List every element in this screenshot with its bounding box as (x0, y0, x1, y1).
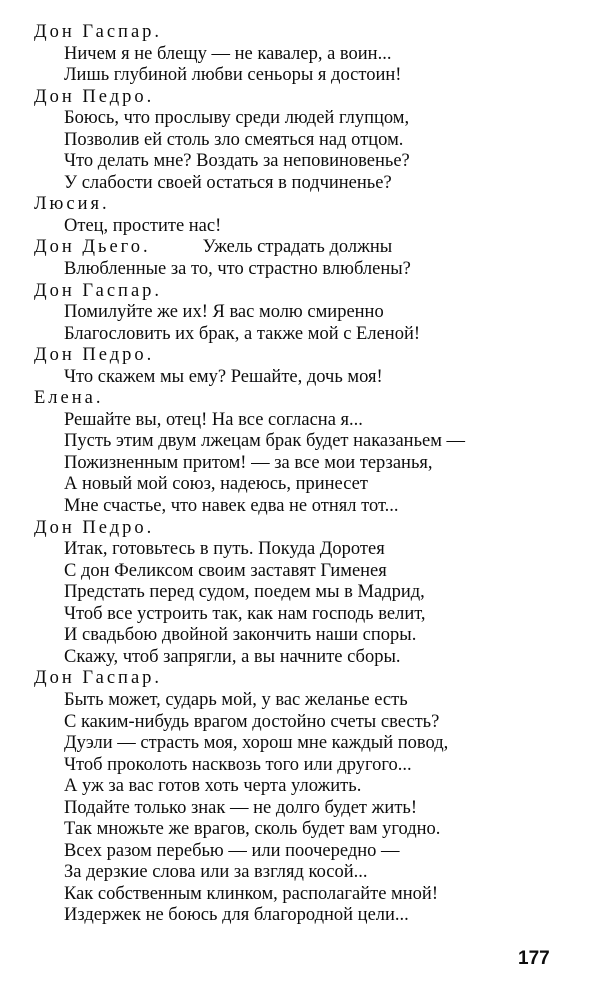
verse-line: Подайте только знак — не долго будет жить! (64, 797, 417, 818)
verse-line: Ничем я не блещу — не кавалер, а воин... (64, 43, 392, 64)
speaker-name: Дон Гаспар. (34, 22, 163, 42)
verse-line: Всех разом перебью — или поочередно — (64, 840, 400, 861)
verse-line: А уж за вас готов хоть черта уложить. (64, 776, 362, 797)
verse-line: С дон Феликсом своим заставят Гименея (64, 560, 387, 581)
speaker-line (34, 237, 574, 259)
verse-line: Так множьте же врагов, сколь будет вам угодно. (64, 819, 441, 840)
speaker-name: Дон Гаспар. (34, 668, 163, 689)
verse-line: Решайте вы, отец! На все согласна я... (64, 409, 363, 430)
verse-line: Боюсь, что прослыву среди людей глупцом, (64, 108, 410, 129)
verse-line: Как собственным клинком, располагайте мной! (64, 883, 438, 904)
verse-line: Что делать мне? Воздать за неповиновенье? (64, 151, 410, 172)
verse-line: Ужель страдать должны (202, 237, 393, 258)
verse-line: Позволив ей столь зло смеяться над отцом. (64, 129, 404, 150)
verse-line: Пожизненным притом! — за все мои терзанья, (64, 452, 433, 473)
verse-line: Дуэли — страсть моя, хорош мне каждый повод, (64, 733, 449, 754)
page-number: 177 (518, 948, 550, 969)
verse-line: Быть может, сударь мой, у вас желанье есть (64, 689, 408, 710)
verse-line: Пусть этим двум лжецам брак будет наказаньем — (64, 431, 466, 452)
verse-line: Помилуйте же их! Я вас молю смиренно (64, 302, 384, 323)
verse-line: И свадьбою двойной закончить наши споры. (64, 625, 417, 646)
speaker-name: Дон Педро. (34, 345, 155, 366)
verse-line: Отец, простите нас! (64, 215, 222, 236)
play-text (34, 22, 574, 927)
verse-line: А новый мой союз, надеюсь, принесет (64, 474, 368, 495)
verse-line: За дерзкие слова или за взгляд косой... (64, 862, 368, 883)
verse-line: Благословить их брак, а также мой с Еленой! (64, 323, 421, 344)
verse-line: Скажу, чтоб запрягли, а вы начните сборы. (64, 646, 401, 667)
verse-line: Предстать перед судом, поедем мы в Мадрид, (64, 582, 425, 603)
verse-line: Чтоб проколоть насквозь того или другого... (64, 754, 412, 775)
verse-line: Итак, готовьтесь в путь. Покуда Доротея (64, 539, 385, 560)
speaker-name: Люсия. (34, 194, 110, 215)
verse-line: Что скажем мы ему? Решайте, дочь моя! (64, 366, 383, 387)
verse-line: Влюбленные за то, что страстно влюблены? (64, 259, 411, 280)
verse-line: С каким-нибудь врагом достойно счеты свесть? (64, 711, 440, 732)
verse-line: Мне счастье, что навек едва не отнял тот... (64, 496, 399, 517)
speaker-name: Дон Педро. (34, 517, 155, 538)
speaker-name: Дон Педро. (34, 86, 155, 107)
speaker-name: Елена. (34, 388, 104, 409)
verse-line: Лишь глубиной любви сеньоры я достоин! (64, 65, 402, 86)
speaker-name: Дон Дьего. (34, 237, 151, 258)
verse-line: У слабости своей остаться в подчиненье? (64, 172, 392, 193)
verse-line: Издержек не боюсь для благородной цели... (64, 905, 409, 926)
verse-line: Чтоб все устроить так, как нам господь велит, (64, 603, 426, 624)
speaker-name: Дон Гаспар. (34, 280, 163, 301)
